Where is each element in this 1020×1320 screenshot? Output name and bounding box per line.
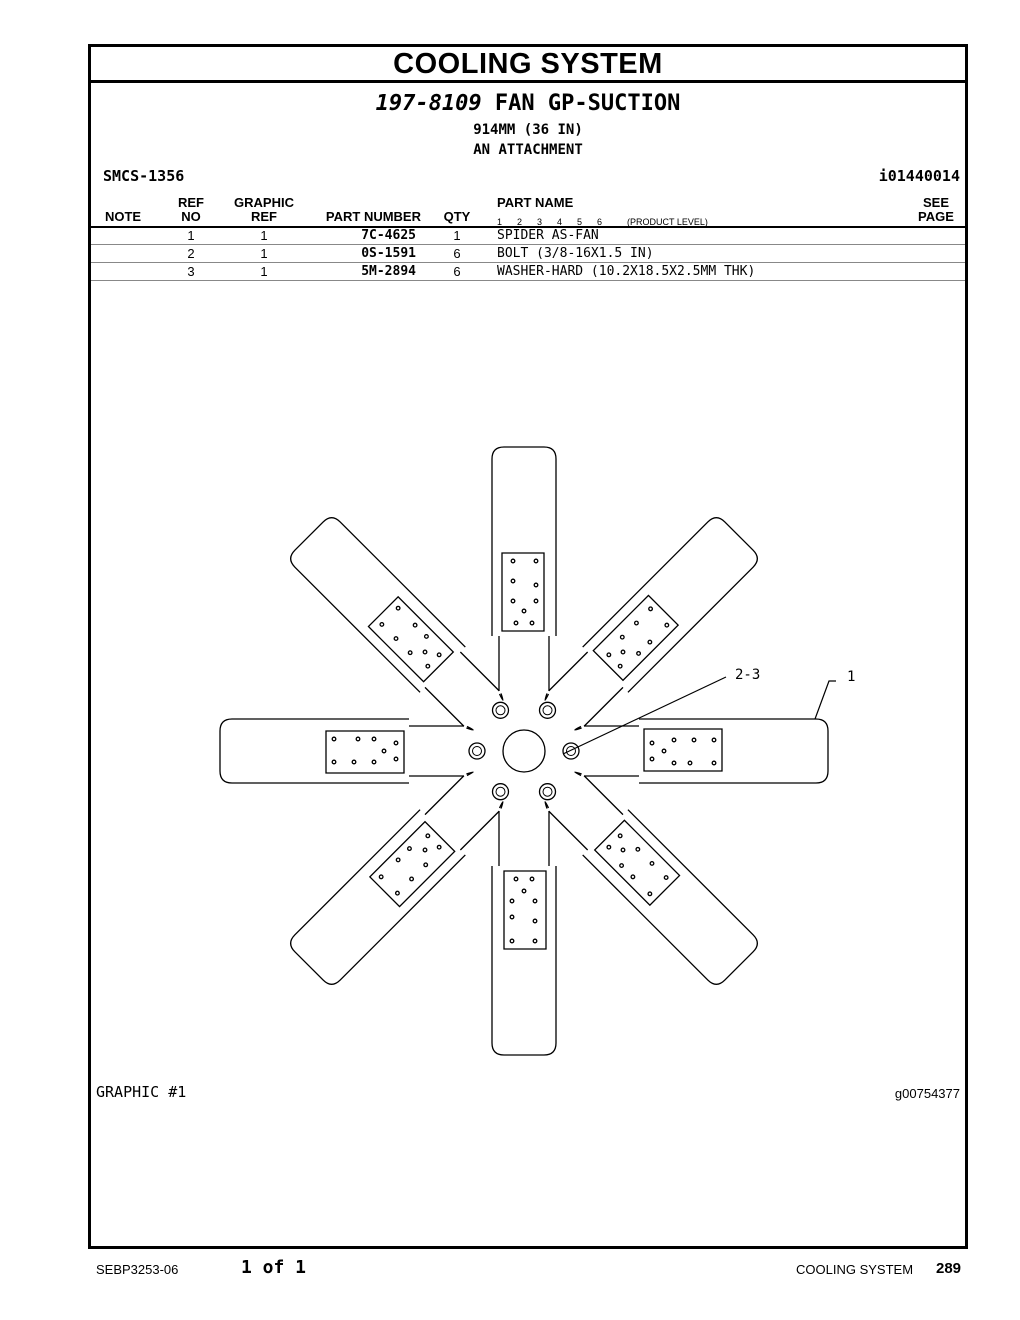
rivet-hole <box>620 847 625 852</box>
rivet-hole <box>664 875 669 880</box>
rivet-hole <box>396 857 401 862</box>
row-graphic-ref: 1 <box>260 246 268 261</box>
bolt-head <box>496 706 505 715</box>
product-level-5: 5 <box>577 217 583 227</box>
rivet-hole <box>425 833 430 838</box>
blade-outline <box>286 810 465 989</box>
rivet-hole <box>413 623 418 628</box>
rivet-hole <box>395 891 400 896</box>
rivet-hole <box>422 649 427 654</box>
blade-plate <box>644 729 722 771</box>
header-see-page-top: SEE <box>922 195 949 210</box>
hub-bolt <box>540 702 556 718</box>
rivet-hole <box>606 845 611 850</box>
rivet-hole <box>511 559 515 563</box>
rivet-hole <box>514 621 518 625</box>
rivet-hole <box>510 899 514 903</box>
section-title: COOLING SYSTEM <box>91 47 965 83</box>
rivet-hole <box>514 877 518 881</box>
row-part-number: 0S-1591 <box>361 246 416 261</box>
bolt-washer <box>563 743 579 759</box>
bolt-washer <box>469 743 485 759</box>
rivet-hole <box>533 919 537 923</box>
bolt-head <box>567 747 576 756</box>
leader-line-spider <box>815 681 836 719</box>
rivet-hole <box>332 737 336 741</box>
hub-bolts <box>469 702 579 799</box>
graphic-label: GRAPHIC #1 <box>96 1083 187 1101</box>
bolt-washer <box>493 702 509 718</box>
header-ref-no-top: REF <box>178 195 204 210</box>
blade-plate <box>370 822 455 907</box>
page-frame <box>88 44 968 1249</box>
bolt-washer <box>493 784 509 800</box>
hub-bore <box>503 730 545 772</box>
hub-bolt <box>493 784 509 800</box>
rivet-hole <box>647 640 652 645</box>
rivet-hole <box>423 862 428 867</box>
rivet-hole <box>618 664 623 669</box>
rivet-hole <box>648 606 653 611</box>
product-level-1: 1 <box>497 217 503 227</box>
row-qty: 1 <box>453 228 461 243</box>
bolt-head <box>543 787 552 796</box>
rivet-hole <box>630 874 635 879</box>
rivet-hole <box>534 599 538 603</box>
footer-doc-id: SEBP3253-06 <box>96 1262 179 1277</box>
blade-arm <box>584 726 639 776</box>
rivet-hole <box>530 877 534 881</box>
blade-arm <box>499 636 549 691</box>
rivet-hole <box>408 650 413 655</box>
blade-arm <box>499 811 549 866</box>
header-see-page-bottom: PAGE <box>918 209 954 224</box>
rivet-hole <box>636 651 641 656</box>
bolt-head <box>496 787 505 796</box>
rivet-hole <box>522 609 526 613</box>
rivet-hole <box>662 749 666 753</box>
rivet-hole <box>372 760 376 764</box>
header-part-name: PART NAME <box>497 195 574 210</box>
rivet-hole <box>356 737 360 741</box>
fan-blade <box>492 811 556 1055</box>
rivet-hole <box>618 833 623 838</box>
rivet-hole <box>437 845 442 850</box>
group-part-number: 197-8109 <box>375 91 482 116</box>
rivet-hole <box>425 664 430 669</box>
rivet-hole <box>533 899 537 903</box>
rivet-hole <box>620 649 625 654</box>
rivet-hole <box>511 579 515 583</box>
blade-outline <box>286 513 465 692</box>
rivet-hole <box>393 636 398 641</box>
rivet-hole <box>394 741 398 745</box>
callout-spider: 1 <box>847 669 856 685</box>
blade-plate <box>502 553 544 631</box>
footer-page-count: 1 of 1 <box>241 1257 307 1278</box>
product-level-2: 2 <box>517 217 523 227</box>
rivet-hole <box>510 915 514 919</box>
rivet-hole <box>510 939 514 943</box>
rivet-hole <box>422 847 427 852</box>
row-ref-no: 1 <box>187 228 195 243</box>
blade-arm <box>425 652 499 726</box>
rivet-hole <box>650 741 654 745</box>
hub-bolt <box>563 743 579 759</box>
row-graphic-ref: 1 <box>260 264 268 279</box>
rivet-hole <box>649 861 654 866</box>
header-graphic-ref-bottom: REF <box>251 209 277 224</box>
rivet-hole <box>394 757 398 761</box>
fan-blade <box>544 513 762 731</box>
row-part-number: 5M-2894 <box>361 264 416 279</box>
graphic-id: g00754377 <box>894 1086 960 1101</box>
rivet-hole <box>372 737 376 741</box>
leader-lines <box>563 677 836 754</box>
row-part-name: SPIDER AS-FAN <box>497 228 599 243</box>
blade-plate <box>326 731 404 773</box>
header-qty: QTY <box>443 209 471 224</box>
rivet-hole <box>712 761 716 765</box>
row-part-number: 7C-4625 <box>361 228 416 243</box>
rivet-hole <box>634 620 639 625</box>
group-name: FAN GP-SUCTION <box>494 91 681 116</box>
fan-blades <box>220 447 828 1055</box>
rivet-hole <box>635 847 640 852</box>
smcs-code: SMCS-1356 <box>103 167 185 185</box>
rivet-hole <box>534 559 538 563</box>
blade-plate <box>593 595 678 680</box>
rivet-hole <box>534 583 538 587</box>
blade-arm <box>425 776 499 850</box>
rivet-hole <box>619 863 624 868</box>
header-note: NOTE <box>104 209 142 224</box>
row-qty: 6 <box>453 264 461 279</box>
product-level-label: (PRODUCT LEVEL) <box>627 217 708 227</box>
blade-plate <box>504 871 546 949</box>
group-spec: 914MM (36 IN) <box>473 122 583 138</box>
fan-blade <box>286 771 504 989</box>
product-level-4: 4 <box>557 217 563 227</box>
rivet-hole <box>332 760 336 764</box>
rivet-hole <box>379 874 384 879</box>
rivet-hole <box>650 757 654 761</box>
hub-bolt <box>540 784 556 800</box>
row-part-name: BOLT (3/8-16X1.5 IN) <box>497 246 654 261</box>
hub-bolt <box>469 743 485 759</box>
fan-blade <box>544 771 762 989</box>
row-graphic-ref: 1 <box>260 228 268 243</box>
bolt-head <box>473 747 482 756</box>
fan-blade <box>492 447 556 691</box>
rivet-hole <box>692 738 696 742</box>
fan-blade <box>220 719 464 783</box>
rivet-hole <box>424 634 429 639</box>
rivet-hole <box>606 652 611 657</box>
rivet-hole <box>664 623 669 628</box>
rivet-hole <box>379 622 384 627</box>
row-part-name: WASHER-HARD (10.2X18.5X2.5MM THK) <box>497 264 756 279</box>
rivet-hole <box>407 846 412 851</box>
blade-plate <box>595 820 680 905</box>
rivet-hole <box>620 635 625 640</box>
row-qty: 6 <box>453 246 461 261</box>
hub-bolt <box>493 702 509 718</box>
rivet-hole <box>712 738 716 742</box>
bolt-head <box>543 706 552 715</box>
rivet-hole <box>409 876 414 881</box>
illustration-id: i01440014 <box>878 167 960 185</box>
row-ref-no: 3 <box>187 264 195 279</box>
rivet-hole <box>672 738 676 742</box>
header-ref-no-bottom: NO <box>181 209 201 224</box>
rivet-hole <box>382 749 386 753</box>
product-level-3: 3 <box>537 217 543 227</box>
hub-web <box>466 693 581 808</box>
rivet-hole <box>530 621 534 625</box>
fan-hub <box>469 702 579 799</box>
rivet-hole <box>511 599 515 603</box>
rivet-hole <box>672 761 676 765</box>
fan-illustration <box>91 47 965 1246</box>
rivet-hole <box>647 891 652 896</box>
callout-bolt-washer: 2-3 <box>735 667 761 683</box>
blade-arm <box>409 726 464 776</box>
footer-page-number: 289 <box>936 1260 962 1277</box>
fan-blade <box>286 513 504 731</box>
rivet-hole <box>352 760 356 764</box>
blade-arm <box>549 776 623 850</box>
rivet-hole <box>396 606 401 611</box>
header-graphic-ref-top: GRAPHIC <box>234 195 294 210</box>
group-attachment: AN ATTACHMENT <box>473 142 583 158</box>
blade-arm <box>549 652 623 726</box>
bolt-washer <box>540 784 556 800</box>
blade-plate <box>368 597 453 682</box>
blade-outline <box>583 810 762 989</box>
rivet-hole <box>688 761 692 765</box>
rivet-hole <box>522 889 526 893</box>
rivet-hole <box>437 652 442 657</box>
product-level-6: 6 <box>597 217 603 227</box>
footer-section: COOLING SYSTEM <box>796 1262 914 1277</box>
fan-blade <box>584 719 828 783</box>
row-ref-no: 2 <box>187 246 195 261</box>
blade-outline <box>583 513 762 692</box>
bolt-washer <box>540 702 556 718</box>
rivet-hole <box>533 939 537 943</box>
header-part-number: PART NUMBER <box>325 209 421 224</box>
